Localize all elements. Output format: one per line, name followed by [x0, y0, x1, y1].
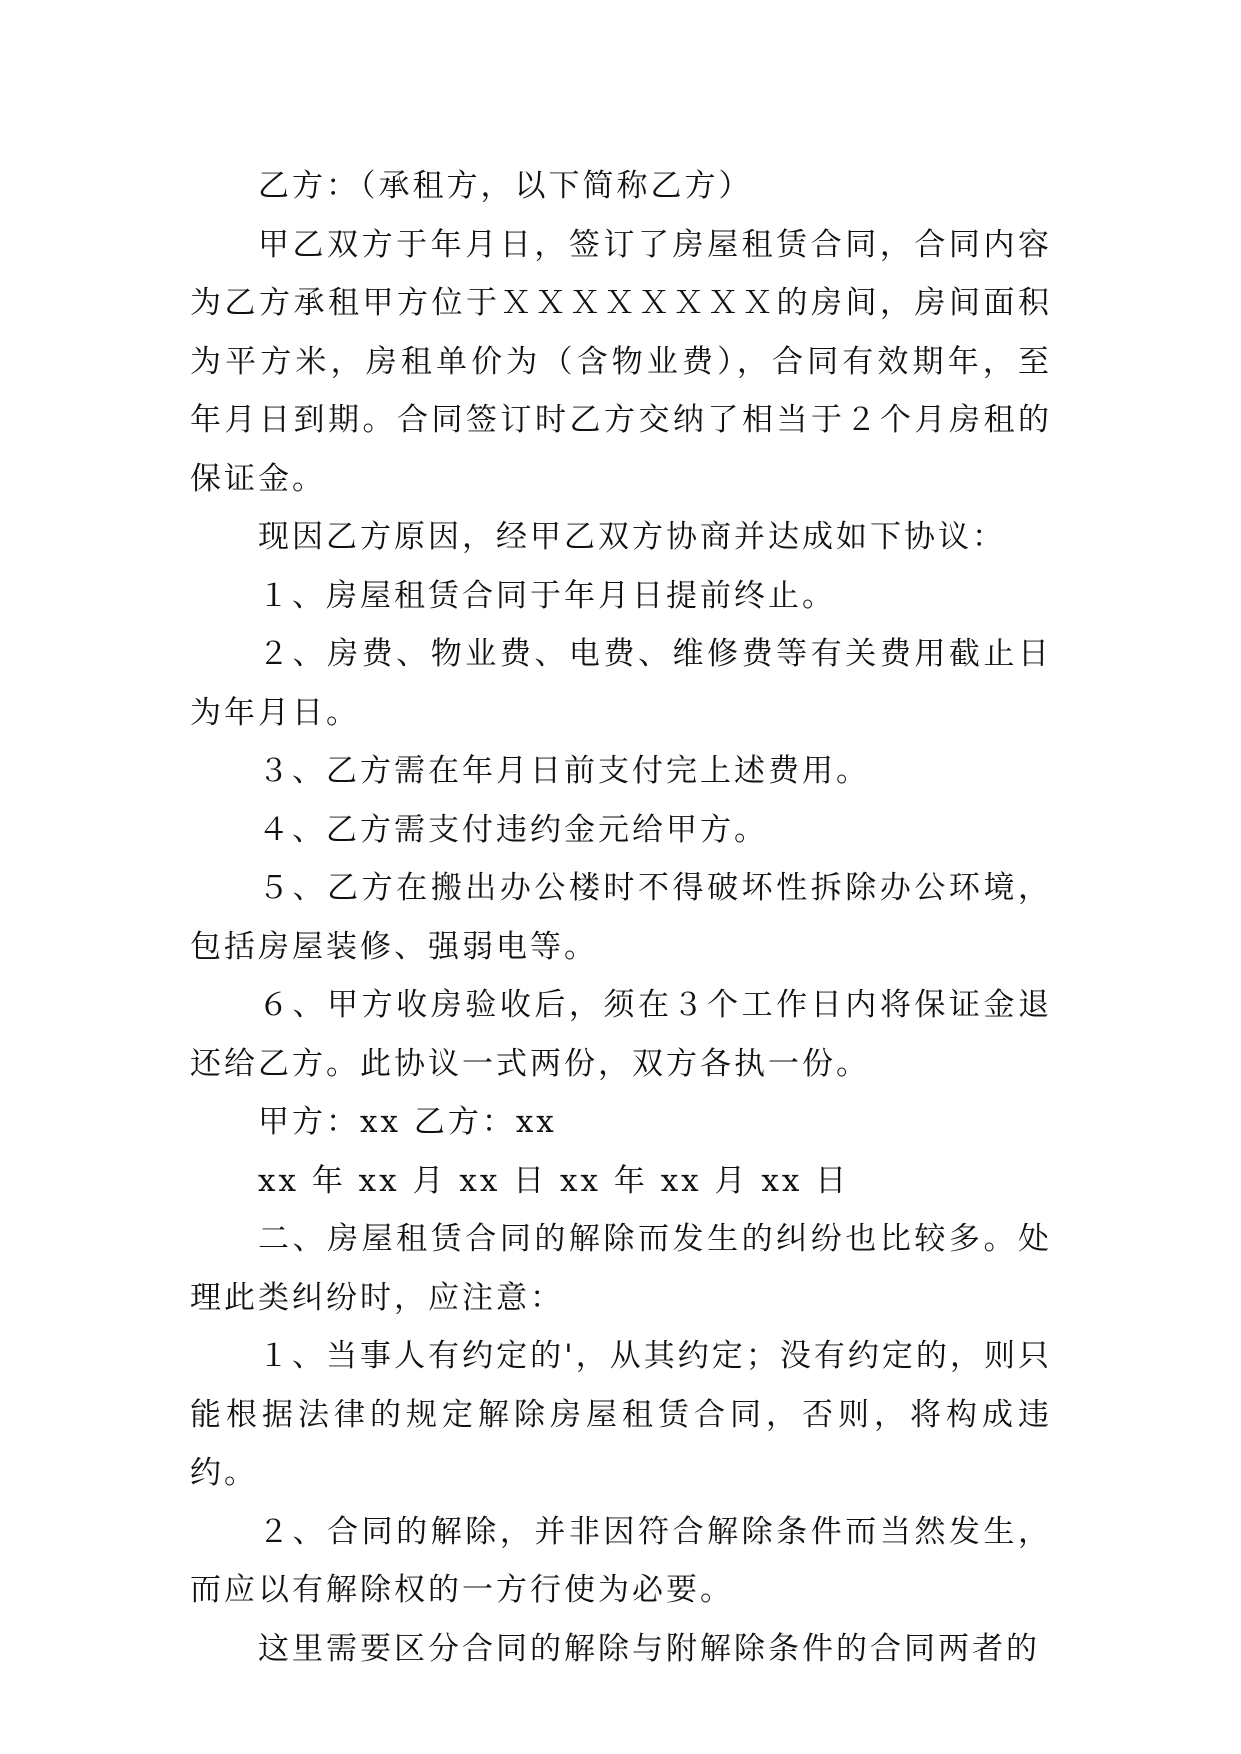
- paragraph-distinction: 这里需要区分合同的解除与附解除条件的合同两者的: [258, 1630, 1040, 1667]
- signature-dates: xx 年 xx 月 xx 日 xx 年 xx 月 xx 日: [258, 1162, 850, 1199]
- clause-3: ３、乙方需在年月日前支付完上述费用。: [258, 753, 870, 789]
- paragraph-contract-background: 甲乙双方于年月日，签订了房屋租赁合同，合同内容为乙方承租甲方位于ＸＸＸＸＸＸＸＸ的房间，房间面积为平方米，房租单价为（含物业费），合同有效期年，至年月日到期。合同签订时乙方交纳了相当于２个月房租的保证金。: [190, 226, 1052, 497]
- paragraph-party-b: 乙方：（承租方，以下简称乙方）: [258, 168, 753, 204]
- note-2: ２、合同的解除，并非因符合解除条件而当然发生，而应以有解除权的一方行使为必要。: [190, 1513, 1052, 1608]
- clause-1: １、房屋租赁合同于年月日提前终止。: [258, 577, 836, 614]
- clause-6: ６、甲方收房验收后，须在３个工作日内将保证金退还给乙方。此协议一式两份，双方各执一份。: [190, 987, 1052, 1082]
- signature-parties: 甲方：xx 乙方：xx: [258, 1104, 557, 1140]
- clause-5: ５、乙方在搬出办公楼时不得破坏性拆除办公环境，包括房屋装修、强弱电等。: [190, 870, 1052, 965]
- note-1: １、当事人有约定的'，从其约定；没有约定的，则只能根据法律的规定解除房屋租赁合同，否则，将构成违约。: [190, 1338, 1052, 1491]
- clause-2: ２、房费、物业费、电费、维修费等有关费用截止日为年月日。: [190, 636, 1052, 731]
- paragraph-agreement-intro: 现因乙方原因，经甲乙双方协商并达成如下协议：: [258, 519, 1006, 555]
- document-body: [190, 157, 1052, 1678]
- clause-4: ４、乙方需支付违约金元给甲方。: [258, 811, 768, 848]
- section-2-heading: 二、房屋租赁合同的解除而发生的纠纷也比较多。处理此类纠纷时，应注意：: [190, 1221, 1052, 1316]
